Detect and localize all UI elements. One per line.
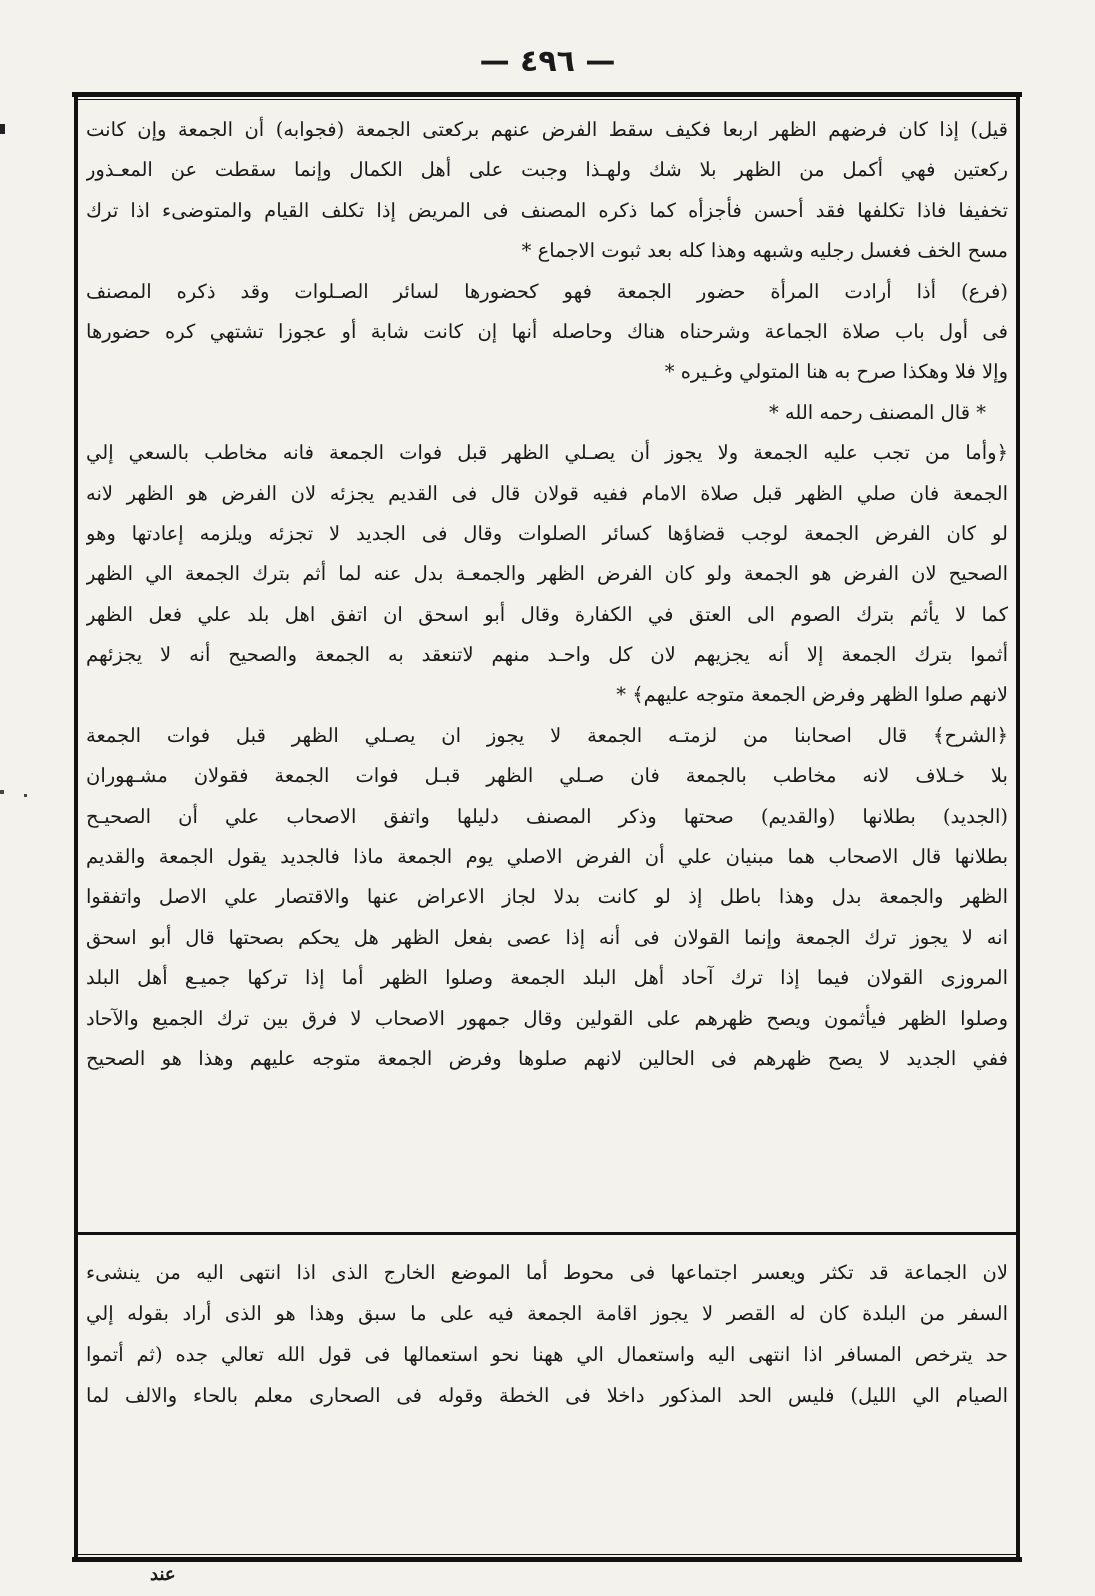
text-line: وإلا فلا وهكذا صرح به هنا المتولي وغـيره * [664,360,1008,384]
bottom-rule [78,1554,1016,1555]
section-heading: * قال المصنف رحمه الله * [768,400,986,424]
footnote-line: السفر من البلدة كان له القصر لا يجوز اقامة الجمعة فيه على ما سبق وهذا هو الذى أراد بقوله إلي [86,1302,1008,1325]
text-line: الظهر والجمعة بدل وهذا باطل إذ لو كانت بدلا لجاز الاعراض عنها والاقتصار علي الاصل واتفقوا [86,885,1008,909]
footnote-line: حد يترخص المسافر اذا انتهى اليه واستعمال الي ههنا نحو استعمالها فى قول الله تعالي جده (ثم أتموا [86,1343,1008,1366]
text-line: أثموا بترك الجمعة إلا أنه يجزيهم لان كل واحـد منهم لاتنعقد به الجمعة والصحيح أنه لا يجزئهم [86,643,1008,667]
text-line: بطلانها قال الاصحاب هما مبنيان علي أن الفرض الاصلي يوم الجمعة ماذا فالجديد يقول الجمعة والقديم [86,845,1008,869]
text-line: وصلوا الظهر فيأثمون ويصح ظهرهم على القولين وقال جمهور الاصحاب لا فرق بين ترك الجميع والآحاد [86,1006,1008,1030]
text-line: ففي الجديد لا يصح ظهرهم فى الحالين لانهم صلوها وفرض الجمعة متوجه عليهم وهذا هو الصحيح [86,1046,1008,1070]
footnote-line: لان الجماعة قد تكثر ويعسر اجتماعها فى محوط أما الموضع الخارج الذى اذا انتهى اليه من ينشىء [86,1261,1008,1284]
text-line: انه لا يجوز ترك الجمعة وإنما القولان فى أنه إذا عصى بفعل الظهر هل يحكم بصحتها قال أبو اسحق [86,925,1008,949]
text-line: بلا خـلاف لانه مخاطب بالجمعة فان صـلي الظهر قبـل فوات الجمعة فقولان مشـهوران [86,764,1008,788]
catchword: عند [150,1564,176,1585]
text-line: المروزى القولان فيما إذا ترك آحاد أهل البلد الجمعة وصلوا الظهر أما إذا تركها جميـع أهل البلد [86,966,1008,990]
page-number: — ٤٩٦ — [479,44,616,79]
footnote-text [86,1252,1008,1416]
text-line: لو كان الفرض الجمعة لوجب قضاؤها كسائر الصلوات وقال فى الجديد لا تجزئه ويلزمه إعادتها وهو [86,521,1008,545]
top-rule [78,99,1016,100]
text-line: ﴿وأما من تجب عليه الجمعة ولا يجوز أن يصـلي الظهر قبل فوات الجمعة فانه مخاطب بالسعي إلي [86,441,1008,465]
text-line: لانهم صلوا الظهر وفرض الجمعة متوجه عليهم﴾ * [616,683,1008,707]
text-line: ركعتين فهي أكمل من الظهر بلا شك ولهـذا وجبت على أهل الكمال وإنما سقطت عن المعـذور [86,158,1008,182]
text-line: ﴿الشرح﴾ قال اصحابنا من لزمتـه الجمعة لا يجوز ان يصـلي الظهر قبل فوات الجمعة [86,723,1008,747]
footnote-line: الصيام الي الليل) فليس الحد المذكور داخلا فى الخطة وقوله فى الصحارى معلم بالحاء والالف لما [86,1384,1008,1407]
page-frame [74,92,1020,1562]
text-line: (فرع) أذا أرادت المرأة حضور الجمعة فهو كحضورها لسائر الصـلوات وقد ذكره المصنف [86,279,1008,303]
text-line: الصحيح لان الفرض هو الجمعة ولو كان الفرض الظهر والجمعـة بدل عنه لما أثم بترك الجمعة الي الظهر [86,562,1008,586]
text-line: مسح الخف فغسل رجليه وشبهه وهذا كله بعد ثبوت الاجماع * [521,239,1008,263]
text-line: تخفيفا فاذا تكلفها فقد أحسن فأجزأه كما ذكره المصنف فى المريض إذا تكلف القيام والمتوضىء اذا ترك [86,198,1008,222]
margin-mark [0,124,5,134]
text-line: قيل) إذا كان فرضهم الظهر اربعا فكيف سقط الفرض عنهم بركعتى الجمعة (فجوابه) أن الجمعة وإن كانت [86,118,1008,141]
text-line: الجمعة فان صلي الظهر قبل صلاة الامام ففيه قولان قال فى القديم يجزئه لان الفرض هو الظهر لانه [86,481,1008,505]
text-line: فى أول باب صلاة الجماعة وشرحناه هناك وحاصله أنها إن كانت شابة أو عجوزا تشتهي كره حضورها [86,319,1008,343]
text-line: كما لا يأثم بترك الصوم الى العتق في الكفارة وقال أبو اسحق ان اتفق اهل بلد علي فعل الظهر [86,602,1008,626]
text-line: (الجديد) بطلانها (والقديم) صحتها وذكر المصنف دليلها واتفق الاصحاب علي أن الصحيـح [86,804,1008,828]
margin-mark [0,790,4,794]
footnote-separator [78,1232,1016,1235]
main-text [86,110,1008,1079]
margin-mark [24,794,27,797]
